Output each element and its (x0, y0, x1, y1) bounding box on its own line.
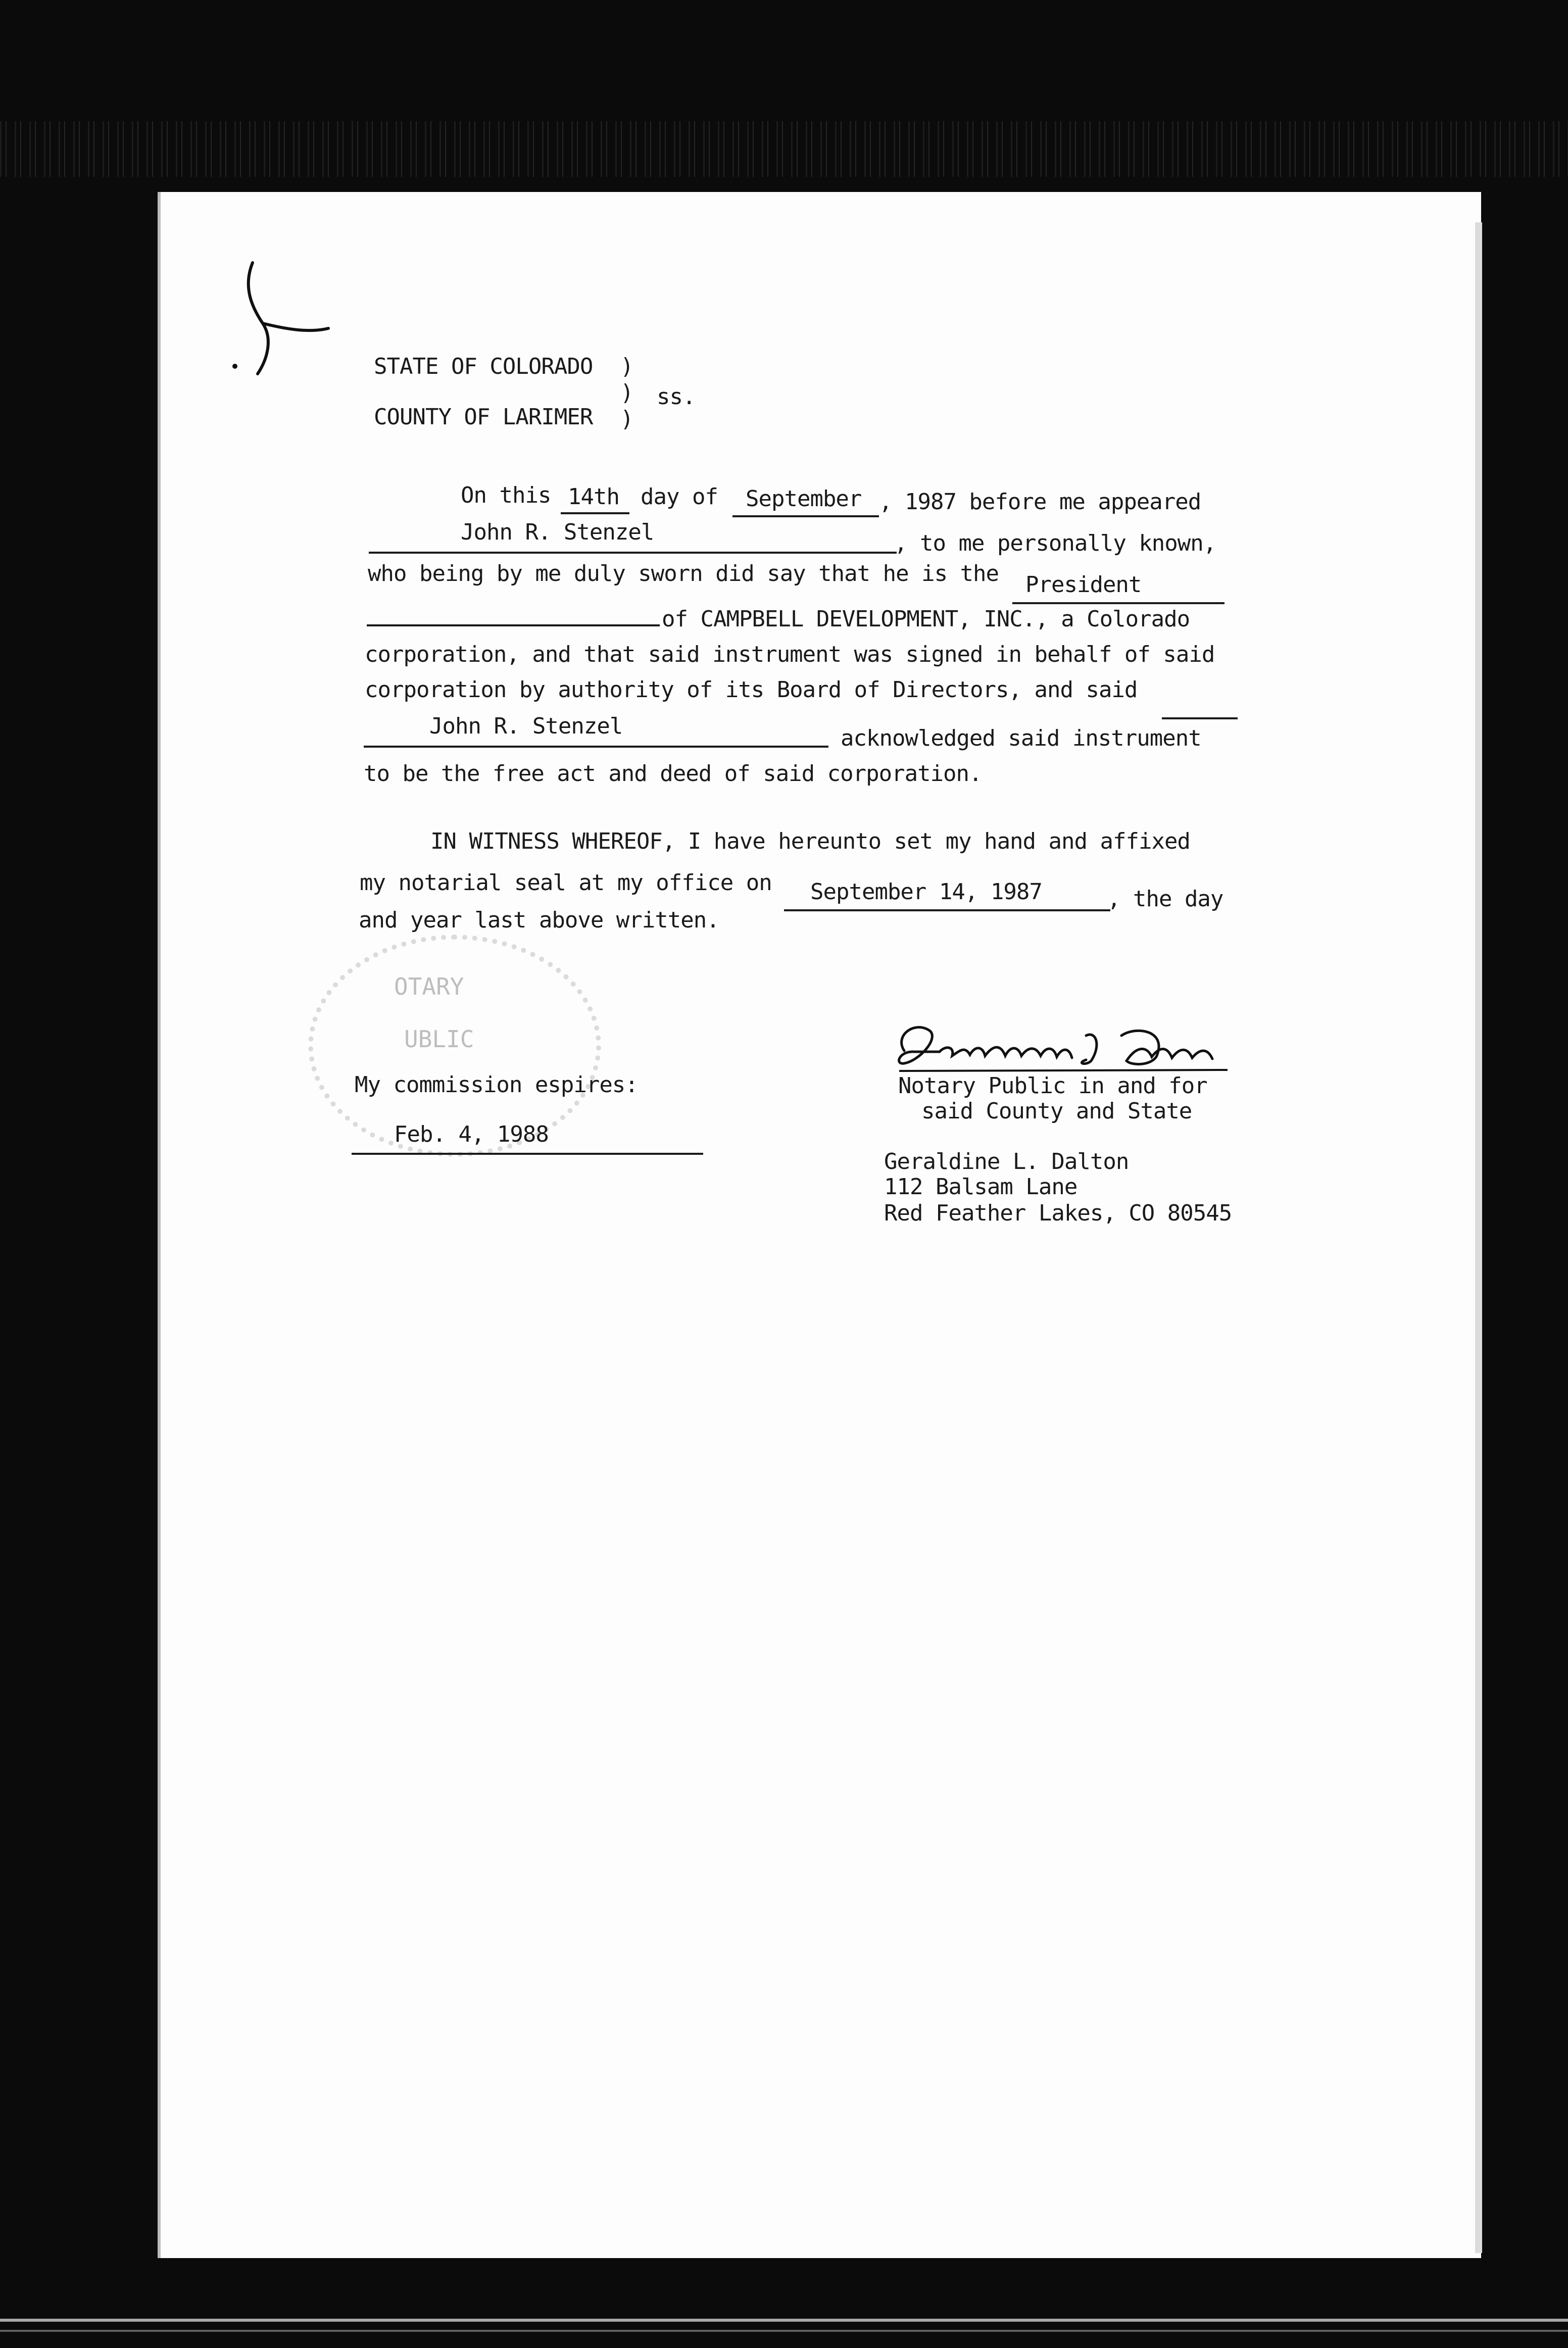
text-line: and year last above written. (359, 907, 719, 933)
field-witness-date: September 14, 1987 (810, 879, 1042, 905)
notary-address-line1: 112 Balsam Lane (884, 1174, 1077, 1200)
text-line: of CAMPBELL DEVELOPMENT, INC., a Colorado (662, 606, 1190, 632)
state-of-colorado: STATE OF COLORADO (374, 354, 593, 379)
text-line: who being by me duly sworn did say that he is the (368, 561, 999, 586)
text-line: corporation, and that said instrument was signed in behalf of said (365, 642, 1215, 667)
county-of-larimer: COUNTY OF LARIMER (374, 404, 593, 430)
blank-appearer (369, 552, 897, 554)
scan-noise-top (0, 121, 1568, 177)
blank-day (561, 512, 629, 514)
blank-commission-date (352, 1153, 703, 1155)
text-line: corporation by authority of its Board of Directors, and said (365, 677, 1138, 703)
blank-month (732, 515, 879, 517)
scan-edge-line (0, 2330, 1568, 2332)
blank-acknowledger-start (1162, 717, 1238, 719)
notary-signature (884, 1015, 1248, 1081)
ss-abbreviation: ss. (657, 384, 696, 410)
text-line: , the day (1107, 886, 1223, 912)
notary-title-line2: said County and State (921, 1098, 1192, 1124)
blank-acknowledger (364, 746, 828, 748)
text-personally-known: , to me personally known, (894, 530, 1216, 556)
scan-edge-line (0, 2319, 1568, 2322)
text-acknowledged: acknowledged said instrument (841, 725, 1201, 751)
notary-title-line1: Notary Public in and for (898, 1073, 1207, 1099)
text-witness: IN WITNESS WHEREOF, I have hereunto set my hand and affixed (430, 828, 1190, 854)
text-line: to be the free act and deed of said corporation. (364, 761, 982, 787)
commission-date: Feb. 4, 1988 (394, 1121, 549, 1147)
notary-name: Geraldine L. Dalton (884, 1149, 1129, 1175)
blank-title (1012, 602, 1224, 604)
field-appearer-name: John R. Stenzel (461, 519, 654, 545)
page-edge (1475, 222, 1482, 2253)
notary-address-line2: Red Feather Lakes, CO 80545 (884, 1200, 1232, 1226)
field-month: September (746, 486, 862, 512)
field-acknowledger-name: John R. Stenzel (429, 713, 623, 739)
commission-label: My commission espires: (355, 1072, 638, 1098)
bracket: ) (620, 380, 634, 406)
handwritten-page-mark (222, 253, 333, 384)
text-line: my notarial seal at my office on (360, 870, 772, 896)
text-day-of: day of (641, 484, 718, 510)
seal-text: UBLIC (404, 1025, 474, 1053)
field-day: 14th (568, 484, 619, 510)
bracket: ) (620, 406, 634, 432)
blank-title-cont (367, 624, 660, 626)
bracket: ) (620, 354, 634, 379)
blank-witness-date (784, 909, 1110, 911)
text-on-this: On this (461, 482, 551, 508)
field-title: President (1025, 572, 1142, 598)
seal-text: OTARY (394, 973, 464, 1000)
text-year: , 1987 before me appeared (879, 489, 1201, 515)
